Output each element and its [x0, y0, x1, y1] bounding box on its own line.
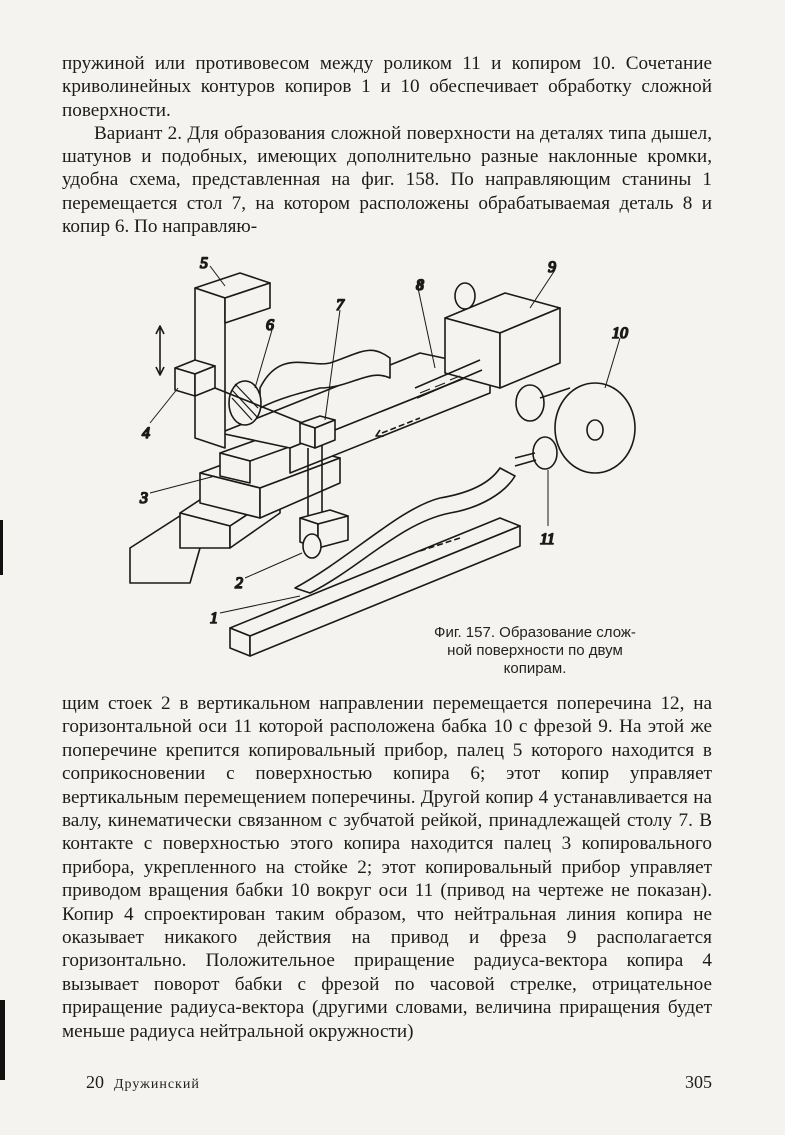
label-9: 9: [548, 259, 556, 276]
label-5: 5: [200, 255, 208, 272]
page-footer: [62, 1072, 712, 1096]
label-4: 4: [142, 425, 150, 442]
scan-edge-mark: [0, 1000, 5, 1080]
figure-caption: [410, 624, 660, 678]
label-10: 10: [612, 325, 628, 342]
machine-drawing: [120, 248, 680, 688]
signature-number: 20: [86, 1072, 104, 1092]
label-7: 7: [336, 297, 344, 314]
top-text-block: [62, 52, 712, 238]
footer-author: Дружинский: [114, 1077, 200, 1092]
label-11: 11: [540, 531, 555, 548]
bottom-text-block: [62, 692, 712, 1043]
label-1: 1: [210, 610, 218, 627]
paragraph-variant-2: Вариант 2. Для образования сложной поверхности на деталях типа дышел, шатунов и подобных, имеющих дополнительно разные наклонные кромки, удобна схема, представленная на фиг. 158. По направляющим станины 1 перемещается стол 7, на котором расположены обрабатываемая деталь 8 и копир 6. По направляю-: [62, 122, 712, 238]
page-number: 305: [685, 1072, 712, 1092]
caption-line: Фиг. 157. Образование слож-: [434, 624, 636, 641]
label-6: 6: [266, 317, 274, 334]
paragraph-continuation: пружиной или противовесом между роликом 11 и копиром 10. Сочетание криволинейных контуров копиров 1 и 10 обеспечивает обработку сложной поверхности.: [62, 53, 712, 121]
label-3: 3: [140, 490, 148, 507]
paragraph-body: щим стоек 2 в вертикальном направлении перемещается поперечина 12, на горизонтальной оси 11 которой расположена бабка 10 с фрезой 9. На этой же поперечине крепится копировальный прибор, палец 5 которого находится в соприкосновении с поверхностью копира 6; этот копир управляет вертикальным перемещением поперечины. Другой копир 4 устанавливается на валу, кинематически связанном с зубчатой рейкой, принадлежащей столу 7. В контакте с поверхностью этого копира находится палец 3 копировального прибора, укрепленного на стойке 2; этот копировальный прибор управляет приводом вращения бабки 10 вокруг оси 11 (привод на чертеже не показан). Копир 4 спроектирован таким образом, что нейтральная линия копира не оказывает никакого действия на привод и фреза 9 располагается горизонтально. Положительное приращение радиуса-вектора копира 4 вызывает поворот бабки с фрезой по часовой стрелке, отрицательное приращение радиуса-вектора (другими словами, величина приращения будет меньше радиуса нейтральной окружности): [62, 693, 712, 1042]
figure-157: [120, 248, 680, 688]
caption-line: копирам.: [503, 660, 567, 677]
label-8: 8: [416, 277, 424, 294]
caption-line: ной поверхности по двум: [447, 642, 623, 659]
label-2: 2: [235, 575, 243, 592]
footer-signature: [86, 1072, 200, 1093]
scan-edge-mark: [0, 520, 3, 575]
